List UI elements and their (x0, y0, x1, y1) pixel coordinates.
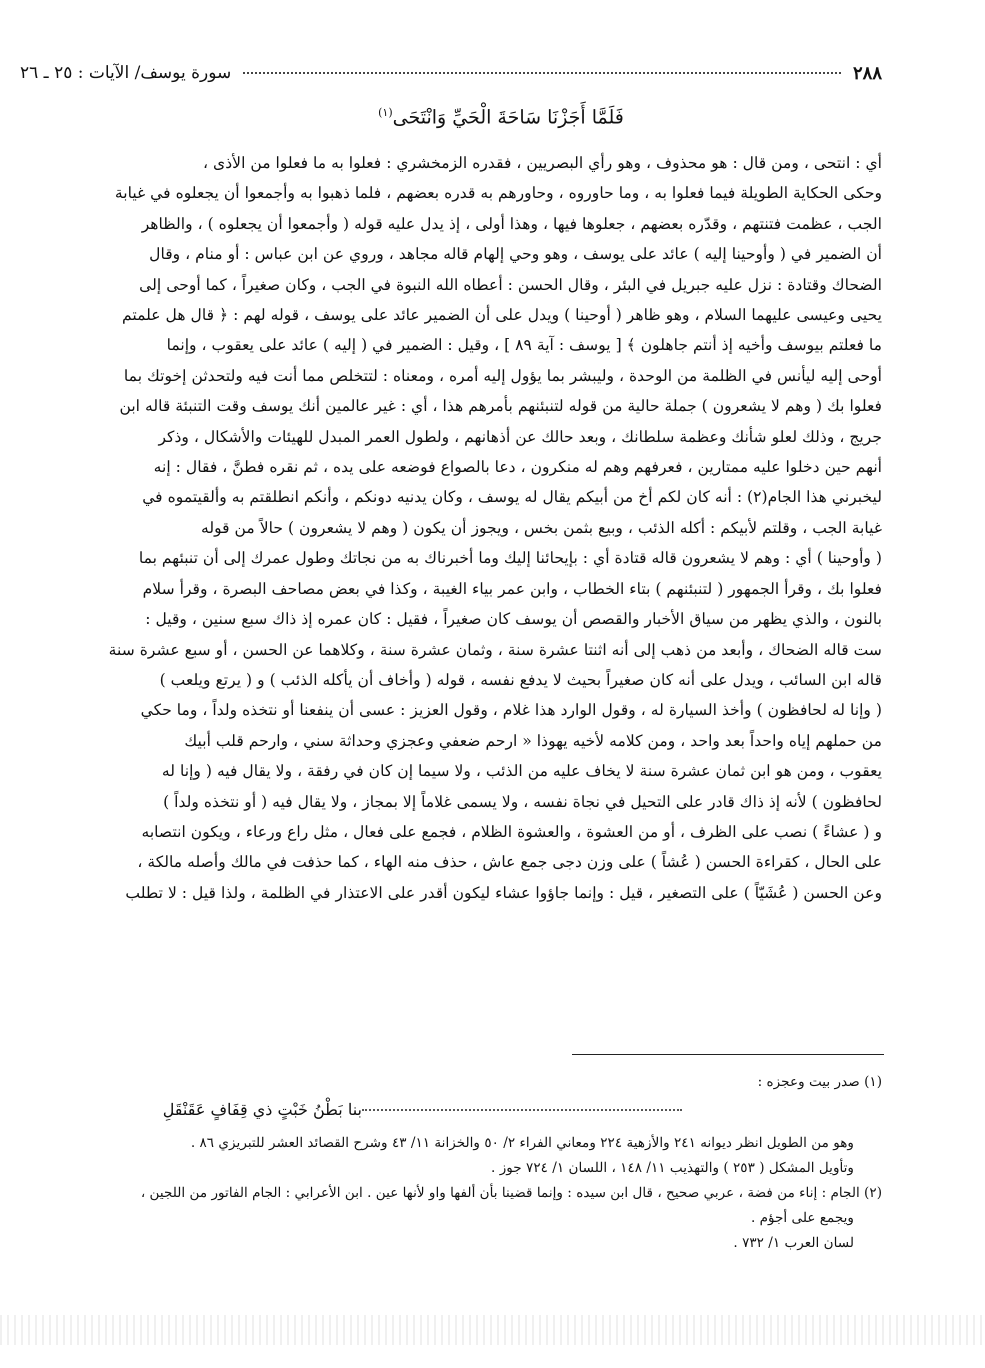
body-line: فعلوا بك ( وهم لا يشعرون ) جملة حالية من قوله لتنبئنهم بأمرهم هذا ، أي : غير عالمين أنك يوسف وقت التنبئة قاله ابن (119, 397, 882, 416)
main-text (62, 148, 882, 908)
body-line: أنهم حين دخلوا عليه ممتارين ، فعرفهم وهم له منكرون ، دعا بالصواع فوضعه على يده ، ثم نقره فطنَّ ، فقال : إنه (153, 458, 882, 477)
body-line: ست قاله الضحاك ، وأبعد من ذهب إلى أنه اثنتا عشرة سنة ، وثمان عشرة سنة ، وكلاهما عن الحسن ، أو سبع عشرة سنة (108, 640, 882, 659)
footnote-1-source: وهو من الطويل انظر ديوانه ٢٤١ والأزهية ٢٢٤ ومعاني الفراء ٢/ ٥٠ والخزانة ١١/ ٤٣ وشرح القصائد العشر للتبريزي ٨٦ . (190, 1135, 854, 1151)
body-line: أي : انتحى ، ومن قال : هو محذوف ، وهو رأي البصريين ، فقدره الزمخشري : فعلوا به ما فعلوا من الأذى ، (203, 154, 882, 172)
footnote-1-label: (١) صدر بيت وعجزه : (757, 1074, 882, 1090)
body-line: و ( عشاءً ) نصب على الظرف ، أو من العشوة ، والعشوة الظلام ، فجمع على فعال ، مثل راع ورعاء ، ويكون انتصابه (141, 822, 882, 841)
body-line: ما فعلتم بيوسف وأخيه إذ أنتم جاهلون ﴾ [ يوسف : آية ٨٩ ] ، وقيل : الضمير في ( إليه ) عائد على يعقوب ، وإنما (166, 336, 882, 355)
verse-note-ref: (١) (378, 106, 393, 119)
body-line: ليخبرني هذا الجام(٢) : أنه كان لكم أخ من أبيكم يقال له يوسف ، وكان يدنيه دونكم ، وأنكم انطلقتم به وألقيتموه في (142, 488, 882, 507)
body-line: قاله ابن السائب ، ويدل على أنه كان صغيراً بحيث لا يدفع نفسه ، قوله ( وأخاف أن يأكله الذئب ) و ( يرتع ويلعب ) (159, 670, 882, 689)
page-number: ٢٨٨ (852, 62, 882, 84)
footnotes (62, 1070, 882, 1256)
verse-line (120, 106, 882, 128)
body-line: ( وأوحينا ) أي : وهم لا يشعرون قاله قتادة أي : بإيحائنا إليك وما أخبرناك به من نجاتك وطول عمرك إلى أن تنبئهم بما (138, 549, 882, 568)
body-line: على الحال ، كقراءة الحسن ( عُشاً ) على وزن دجى جمع عاش ، حذف منه الهاء ، كما حذفت في مالك وأصله مالكة ، (137, 853, 882, 872)
footnote-1-source: وتأويل المشكل ( ٢٥٣ ) والتهذيب ١١/ ١٤٨ ، اللسان ١/ ٧٢٤ جوز . (491, 1160, 854, 1176)
body-line: فعلوا بك ، وقرأ الجمهور ( لتنبئنهم ) بتاء الخطاب ، وابن عمر بياء الغيبة ، وكذا في بعض مصاحف البصرة ، وقرأ سلام (142, 579, 882, 598)
body-line: لحافظون ) لأنه إذ ذاك قادر على التحيل في نجاة نفسه ، ولا يسمى غلاماً إلا بمجاز ، ولا يقال فيه ( أو نتخذه ولداً ) (163, 792, 882, 811)
body-line: الجب ، عظمت فتنتهم ، وقدّره بعضهم ، جعلوها فيها ، وهذا أولى ، إذ يدل عليه قوله ( وأجمعوا أن يجعلوه ) ، والظاهر (141, 214, 882, 233)
body-line: أوحى إليه ليأنس في الظلمة من الوحدة ، وليبشر بما يؤول إليه أمره ، ومعناه : لتتخلص مما أنت فيه ولتحدثن إخوتك بما (123, 366, 882, 385)
header-dotted-leader (243, 64, 841, 74)
footnote-1-verse (62, 1095, 882, 1131)
footnote-2-source: لسان العرب ١/ ٧٣٢ . (733, 1235, 854, 1251)
body-line: جريج ، وذلك لعلو شأنك وعظمة سلطانك ، وبعد حالك عن أذهانهم ، ولطول العمر المبدل للهيئات والأشكال ، وذكر (158, 427, 882, 446)
body-line: يعقوب ، ومن هو ابن ثمان عشرة سنة لا يخاف عليه من الذئب ، ولا سيما إن كان في رفقة ، ولا يقال فيه ( وإنا له (161, 762, 882, 781)
body-line: أن الضمير في ( وأوحينا إليه ) عائد على يوسف ، وهو وحي إلهام قاله مجاهد ، وروي عن ابن عباس : أو منام ، وقال (149, 245, 882, 264)
verse-text: فَلَمَّا أَجَزْنَا سَاحَةَ الْحَيِّ وَانْتَحَى (392, 106, 624, 129)
body-line: غيابة الجب ، وقلتم لأبيكم : أكله الذئب ، وبيع بثمن بخس ، ويجوز أن يكون ( وهم لا يشعرون ) حالاً من قوله (200, 518, 882, 537)
scan-noise (0, 1315, 985, 1345)
footnote-2-continued: ويجمع على أجؤم . (750, 1210, 854, 1226)
body-line: وحكى الحكاية الطويلة فيما فعلوا به ، وما حاوروه ، وحاورهم به قدره بعضهم ، فلما ذهبوا به وأجمعوا أن يجعلوه في غيابة (114, 184, 882, 203)
running-header (20, 56, 882, 90)
footnote-1-hemistich: بنا بَطْنُ خَبْتٍ ذي قِفَافٍ عَقَنْقَلِ (162, 1100, 362, 1119)
body-line: من حملهم إياه واحداً بعد واحد ، ومن كلامه لأخيه يهوذا « ارحم ضعفي وعجزي وحداثة سني ، وارحم قلب أبيك (184, 731, 882, 750)
body-line: وعن الحسن ( عُشَيّاً ) على التصغير ، قيل : وإنما جاؤوا عشاء ليكون أقدر على الاعتذار في الظلمة ، ولذا قيل : لا تطلب (125, 883, 882, 902)
body-line: يحيى وعيسى عليهما السلام ، وهو ظاهر ( أوحينا ) ويدل على أن الضمير عائد على يوسف ، قوله لهم : ﴿ قال هل علمتم (122, 306, 882, 325)
header-title: سورة يوسف/ الآيات : ٢٥ ـ ٢٦ (20, 63, 232, 83)
body-line: الضحاك وقتادة : نزل عليه جبريل في البئر ، وقال الحسن : أعطاه الله النبوة في الجب ، وكان صغيراً ، كما أوحى إلى (139, 275, 882, 294)
footnote-separator (572, 1054, 884, 1055)
body-line: بالنون ، والذي يظهر من سياق الأخبار والقصص أن يوسف كان صغيراً ، فقيل : كان عمره إذ ذاك سبع سنين ، وقيل : (145, 610, 882, 629)
body-line: ( وإنا له لحافظون ) وأخذ السيارة له ، وقول الوارد هذا غلام ، وقول العزيز : عسى أن ينفعنا أو نتخذه ولداً ، وما حكي (140, 701, 882, 720)
footnote-1-dotted-leader (362, 1099, 682, 1111)
footnote-2: (٢) الجام : إناء من فضة ، عربي صحيح ، قال ابن سيده : وإنما قضينا بأن ألفها واو لأنها عين . ابن الأعرابي : الجام الفاتور من اللجين ، (140, 1185, 882, 1201)
